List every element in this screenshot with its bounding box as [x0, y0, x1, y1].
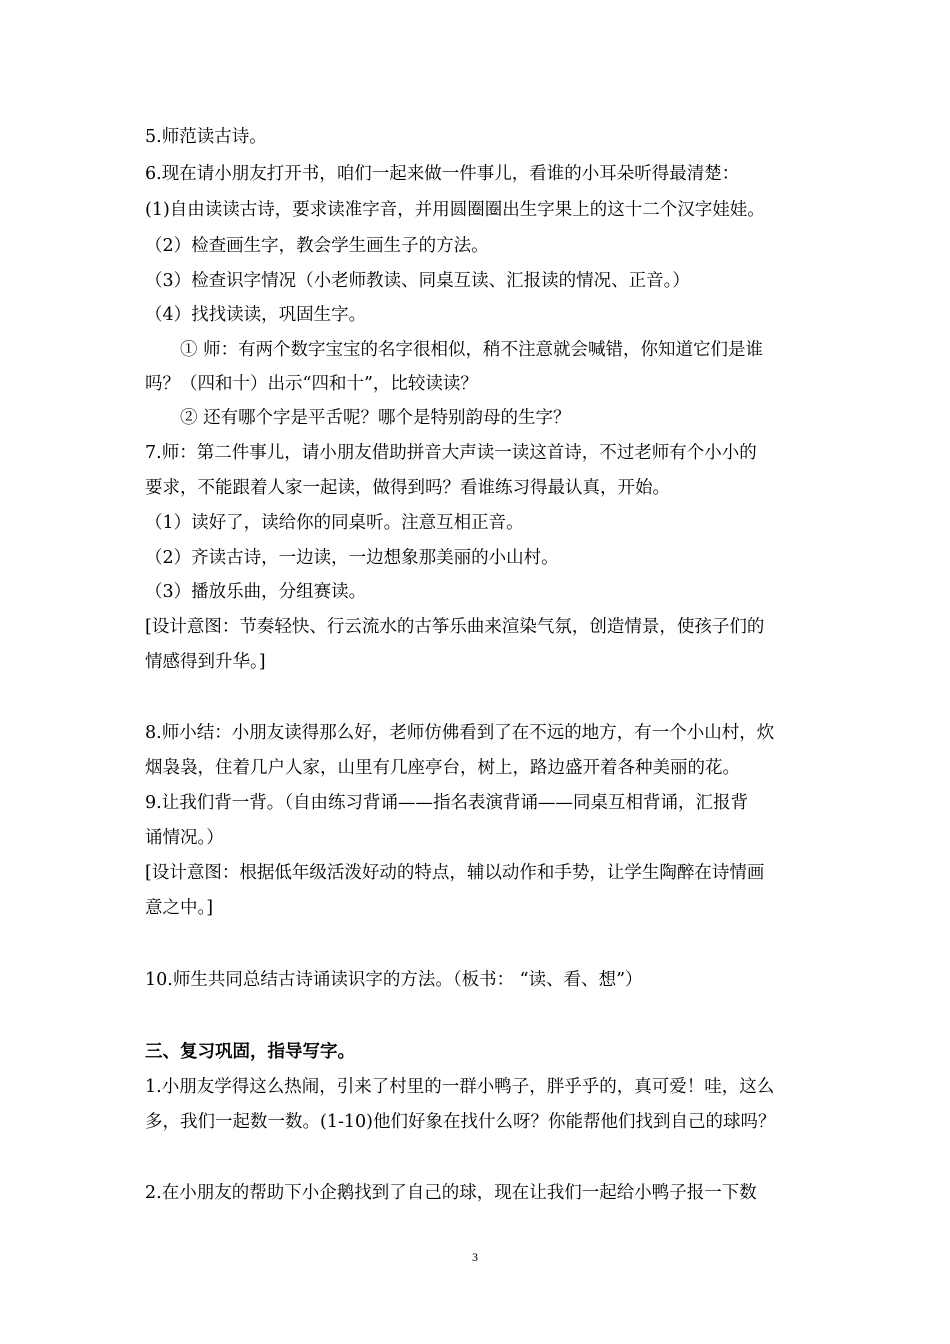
text-line: 多，我们一起数一数。(1-10)他们好象在找什么呀？你能帮他们找到自己的球吗？: [145, 1112, 776, 1132]
text-line: （1）读好了，读给你的同桌听。注意互相正音。: [145, 513, 524, 533]
text-line: 2.在小朋友的帮助下小企鹅找到了自己的球，现在让我们一起给小鸭子报一下数: [145, 1183, 757, 1203]
text-line: ② 还有哪个字是平舌呢？哪个是特别韵母的生字？: [180, 408, 571, 428]
text-line: 8.师小结：小朋友读得那么好，老师仿佛看到了在不远的地方，有一个小山村，炊: [145, 723, 775, 743]
page-number: 3: [472, 1250, 478, 1264]
text-line: ① 师：有两个数字宝宝的名字很相似，稍不注意就会喊错，你知道它们是谁: [180, 340, 764, 360]
text-line: 要求，不能跟着人家一起读，做得到吗？看谁练习得最认真，开始。: [145, 478, 670, 498]
text-line: 5.师范读古诗。: [145, 127, 267, 147]
design-intent-note: [设计意图：根据低年级活泼好动的特点，辅以动作和手势，让学生陶醉在诗情画: [145, 863, 765, 883]
text-line: 6.现在请小朋友打开书，咱们一起来做一件事儿，看谁的小耳朵听得最清楚：: [145, 164, 740, 184]
text-line: （3）播放乐曲，分组赛读。: [145, 582, 367, 602]
design-intent-note: [设计意图：节奏轻快、行云流水的古筝乐曲来渲染气氛，创造情景，使孩子们的: [145, 617, 765, 637]
text-line: 诵情况。）: [145, 828, 224, 848]
text-line: 9.让我们背一背。（自由练习背诵——指名表演背诵——同桌互相背诵，汇报背: [145, 793, 748, 813]
design-intent-note: 意之中。]: [145, 898, 214, 918]
text-line: 吗？（四和十）出示“四和十”，比较读读？: [145, 374, 478, 394]
section-heading: 三、复习巩固，指导写字。: [145, 1042, 355, 1062]
text-line: （2）检查画生字，教会学生画生子的方法。: [145, 236, 489, 256]
text-line: （4）找找读读，巩固生字。: [145, 305, 367, 325]
design-intent-note: 情感得到升华。]: [145, 652, 266, 672]
text-line: 10.师生共同总结古诗诵读识字的方法。（板书： “读、看、想”）: [145, 970, 643, 990]
text-line: (1)自由读读古诗，要求读准字音，并用圆圈圈出生字果上的这十二个汉字娃娃。: [145, 200, 765, 220]
text-line: 1.小朋友学得这么热闹，引来了村里的一群小鸭子，胖乎乎的，真可爱！哇，这么: [145, 1077, 775, 1097]
text-line: 7.师：第二件事儿，请小朋友借助拼音大声读一读这首诗，不过老师有个小小的: [145, 443, 757, 463]
text-line: 烟袅袅，住着几户人家，山里有几座亭台，树上，路边盛开着各种美丽的花。: [145, 758, 740, 778]
text-line: （2）齐读古诗，一边读，一边想象那美丽的小山村。: [145, 548, 559, 568]
text-line: （3）检查识字情况（小老师教读、同桌互读、汇报读的情况、正音。）: [145, 271, 690, 291]
